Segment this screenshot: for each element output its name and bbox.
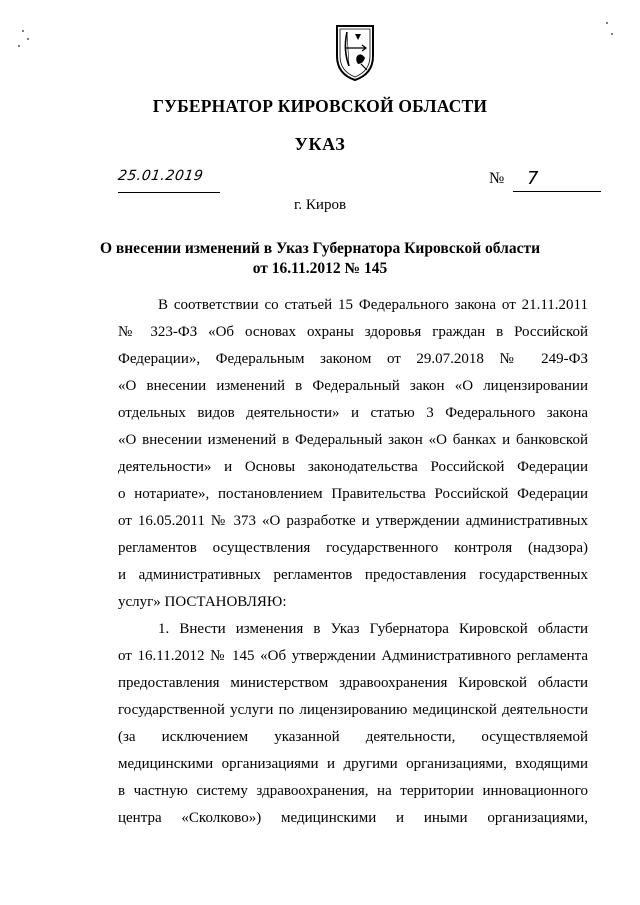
body-line: «О внесении изменений в Федеральный закон «О лицензировании — [118, 378, 588, 394]
document-number — [489, 168, 601, 196]
title-line: от 16.11.2012 № 145 — [252, 260, 388, 277]
number-label: № — [489, 170, 505, 187]
document-type-heading: УКАЗ — [294, 134, 346, 154]
scan-speck — [27, 38, 29, 40]
number-value: 7 — [527, 168, 539, 189]
date-value: 25.01.2019 — [116, 168, 205, 184]
body-line: № 323-ФЗ «Об основах охраны здоровья граждан в Российской — [118, 324, 588, 340]
body-line: предоставления министерством здравоохранения Кировской области — [118, 675, 588, 691]
document-body — [118, 292, 588, 832]
scan-speck — [22, 30, 24, 32]
scan-speck — [606, 22, 608, 24]
body-line: В соответствии со статьей 15 Федерального закона от 21.11.2011 — [158, 297, 588, 313]
body-line: 1. Внести изменения в Указ Губернатора Кировской области — [158, 621, 588, 637]
document-title — [60, 239, 580, 279]
coat-of-arms-icon — [331, 20, 379, 84]
body-line: государственной услуги по лицензированию медицинской деятельности — [118, 702, 588, 718]
body-line: от 16.05.2011 № 373 «О разработке и утверждении административных — [118, 513, 588, 529]
scan-speck — [611, 33, 613, 35]
body-line: центра «Сколково») медицинскими и иными организациями, — [118, 810, 588, 826]
title-line: О внесении изменений в Указ Губернатора Кировской области — [99, 240, 541, 257]
organization-heading: ГУБЕРНАТОР КИРОВСКОЙ ОБЛАСТИ — [152, 96, 488, 116]
date-underline — [118, 192, 220, 193]
body-line: отдельных видов деятельности» и статью 3 Федерального закона — [118, 405, 588, 421]
body-line: (за исключением указанной деятельности, осуществляемой — [118, 729, 588, 745]
document-date — [118, 168, 220, 184]
body-line: регламентов осуществления государственного контроля (надзора) — [118, 540, 588, 556]
body-line: о нотариате», постановлением Правительства Российской Федерации — [118, 486, 588, 502]
number-underline — [513, 191, 601, 192]
city-label: г. Киров — [293, 197, 347, 213]
body-line: Федерации», Федеральным законом от 29.07.2018 № 249-ФЗ — [118, 351, 588, 367]
body-line: медицинскими организациями и другими организациями, входящими — [118, 756, 588, 772]
body-line: деятельности» и Основы законодательства Российской Федерации — [118, 459, 588, 475]
scan-speck — [18, 45, 20, 47]
body-line: «О внесении изменений в Федеральный закон «О банках и банковской — [118, 432, 588, 448]
body-line: услуг» ПОСТАНОВЛЯЮ: — [118, 594, 287, 610]
body-line: в частную систему здравоохранения, на территории инновационного — [118, 783, 588, 799]
body-line: от 16.11.2012 № 145 «Об утверждении Административного регламента — [118, 648, 588, 664]
body-line: и административных регламентов предоставления государственных — [118, 567, 588, 583]
